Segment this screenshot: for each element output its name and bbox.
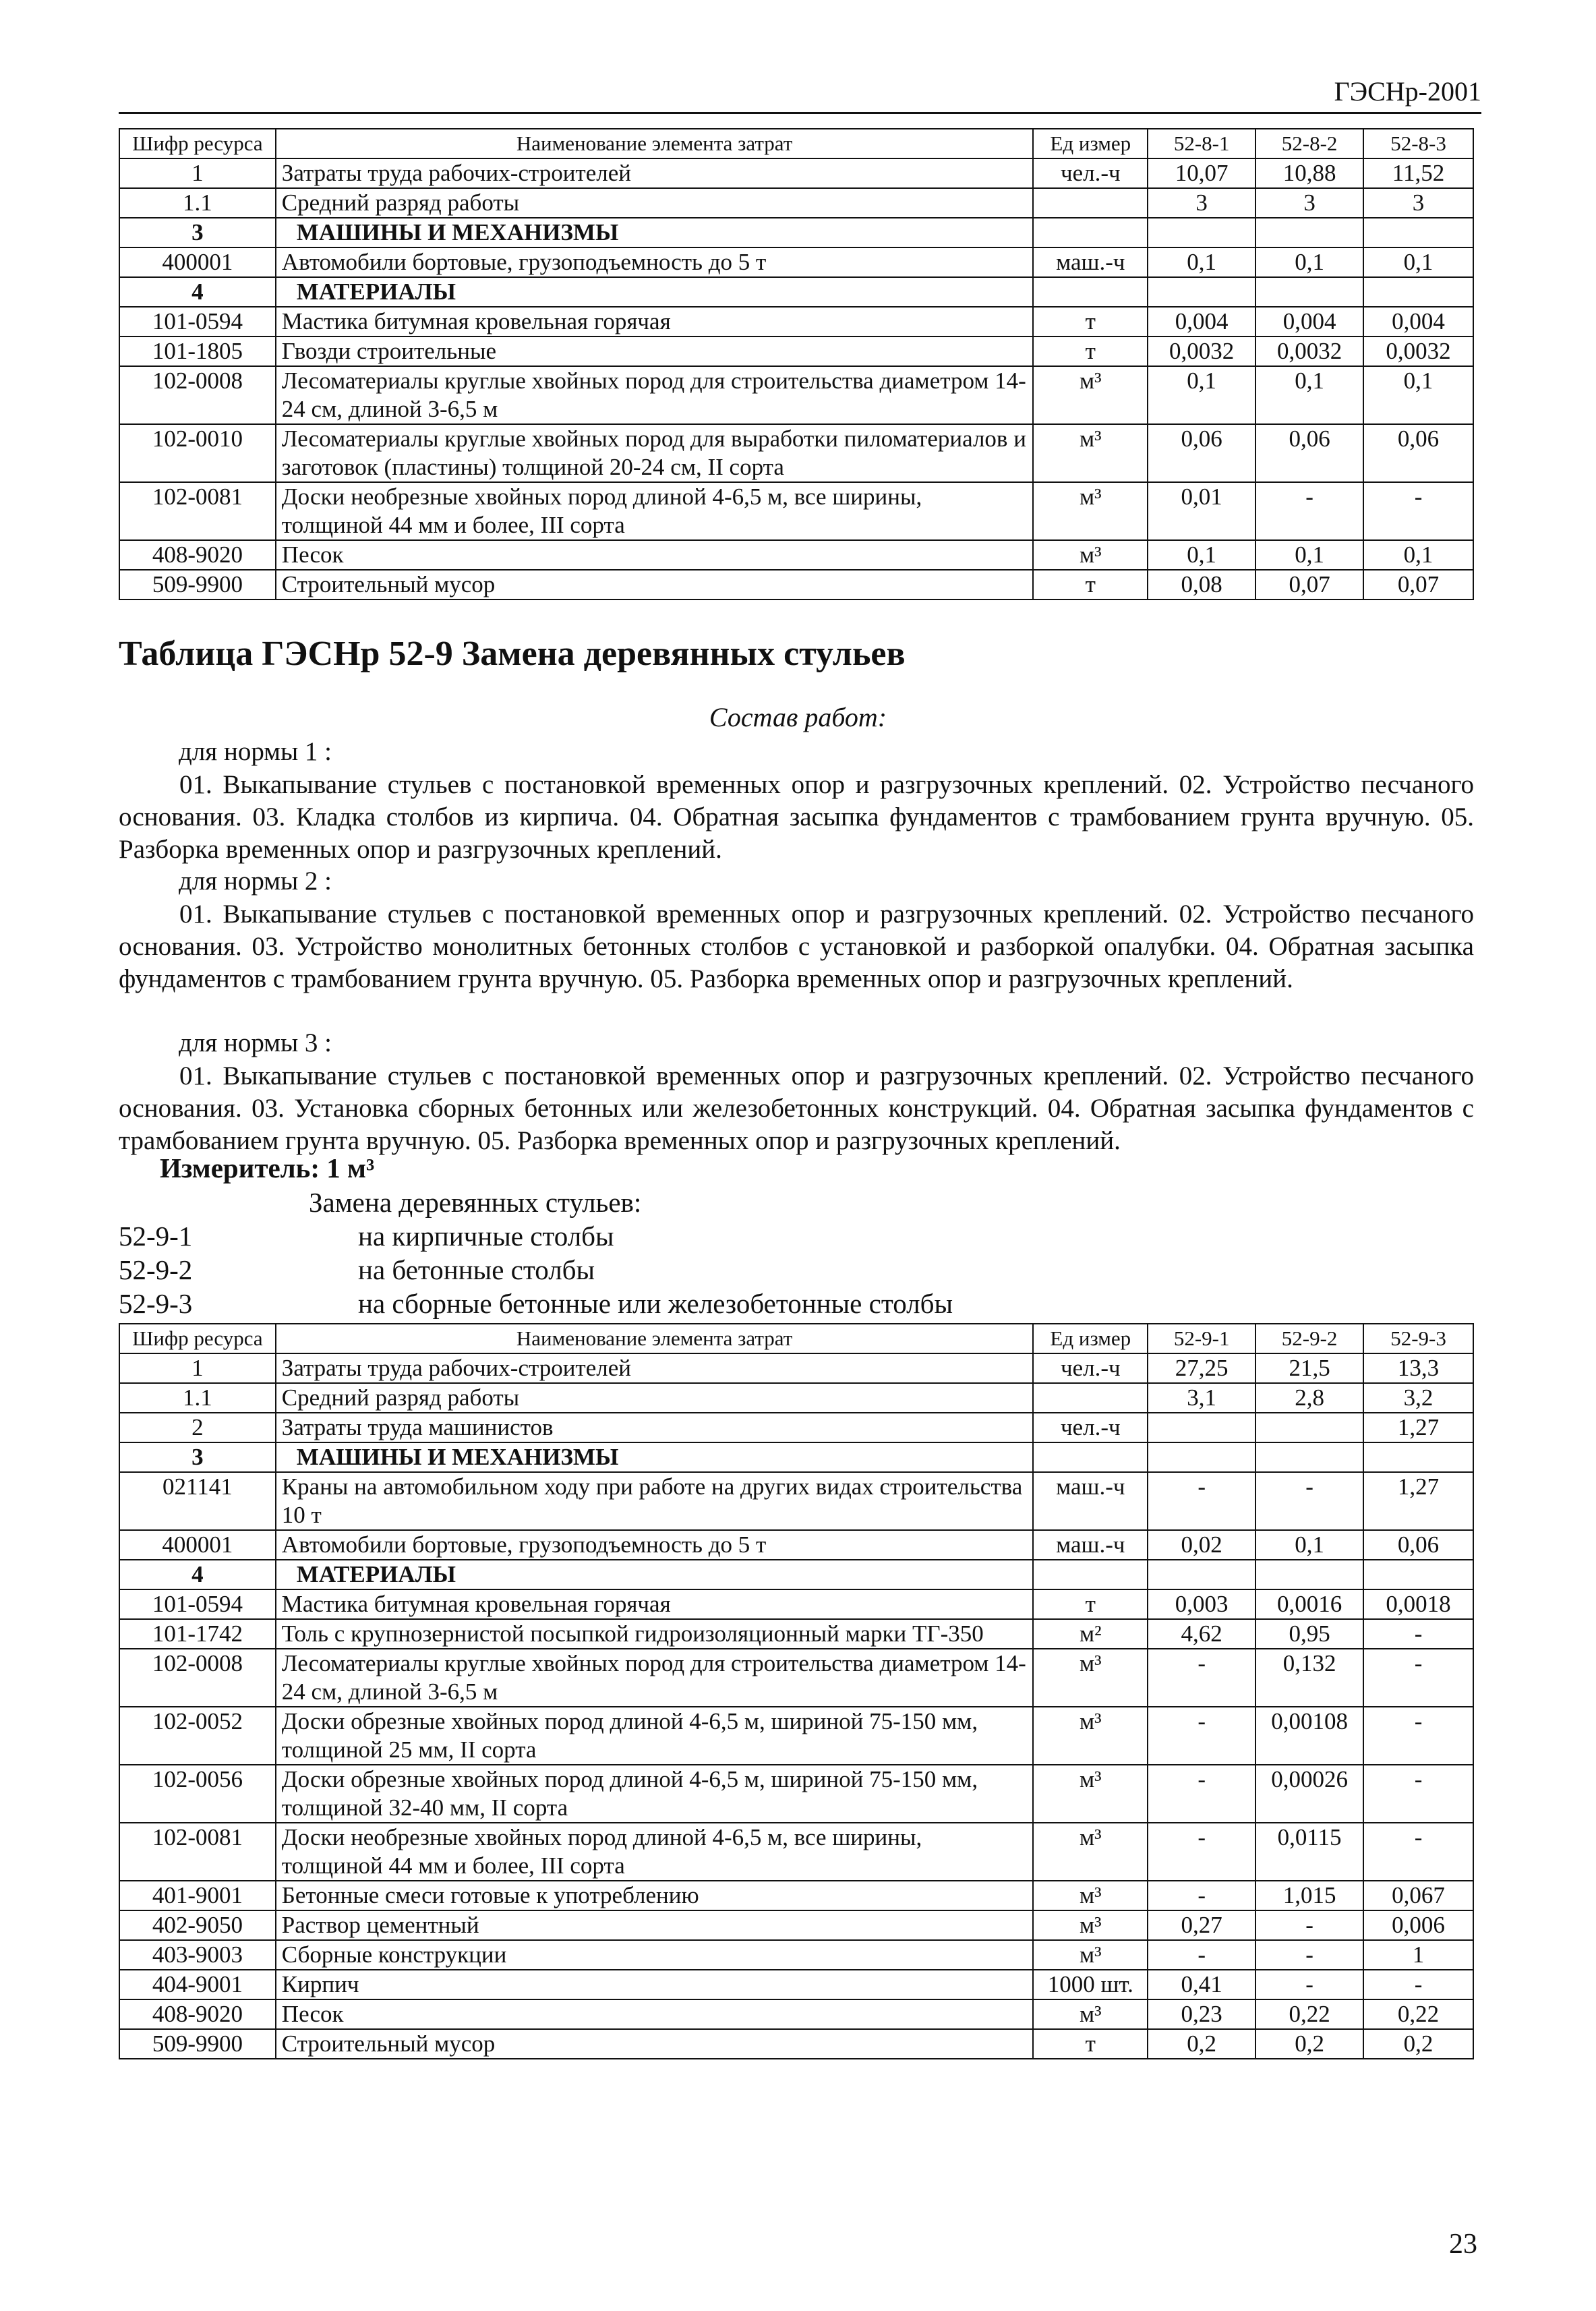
resource-code-cell: 400001 [119, 1530, 276, 1560]
value-cell: 0,0016 [1255, 1589, 1363, 1619]
variant-code: 52-9-3 [119, 1288, 193, 1319]
unit-cell: чел.-ч [1033, 1353, 1148, 1383]
value-cell: 0,132 [1255, 1649, 1363, 1707]
value-cell: 0,1 [1255, 1530, 1363, 1560]
table-row [119, 540, 1473, 570]
resource-name-cell: Затраты труда рабочих-строителей [276, 1353, 1034, 1383]
value-cell: - [1148, 1823, 1255, 1881]
unit-cell: м³ [1033, 482, 1148, 540]
value-cell: 0,22 [1363, 1999, 1473, 2029]
header-rule [119, 112, 1481, 114]
value-cell: 11,52 [1363, 158, 1473, 188]
resource-name-cell: Кирпич [276, 1970, 1034, 1999]
table-row [119, 1353, 1473, 1383]
value-cell: - [1255, 1910, 1363, 1940]
resource-name-cell: Затраты труда рабочих-строителей [276, 158, 1034, 188]
value-cell: 0,1 [1255, 366, 1363, 424]
resource-code-cell: 401-9001 [119, 1881, 276, 1910]
unit-cell: маш.-ч [1033, 1472, 1148, 1530]
value-cell: 0,2 [1255, 2029, 1363, 2059]
section-title: Таблица ГЭСНр 52-9 Замена деревянных стульев [119, 635, 906, 673]
resource-code-cell: 1.1 [119, 1383, 276, 1413]
value-cell: - [1148, 1765, 1255, 1823]
value-cell: 0,0018 [1363, 1589, 1473, 1619]
table-header-row [119, 1324, 1473, 1353]
page-number: 23 [1449, 2229, 1477, 2260]
resource-name-cell: Песок [276, 540, 1034, 570]
variant-code: 52-9-2 [119, 1254, 193, 1285]
unit-cell: маш.-ч [1033, 1530, 1148, 1560]
resource-code-cell: 404-9001 [119, 1970, 276, 1999]
resource-code-cell: 402-9050 [119, 1910, 276, 1940]
resource-code-cell: 4 [119, 1560, 276, 1589]
value-cell [1255, 277, 1363, 307]
unit-cell: т [1033, 337, 1148, 366]
value-cell [1363, 218, 1473, 247]
table-row [119, 1823, 1473, 1881]
variant-row [119, 1253, 953, 1287]
value-cell [1255, 1413, 1363, 1442]
table-row [119, 2029, 1473, 2059]
section-row [119, 1560, 1473, 1589]
resource-name-cell: МАТЕРИАЛЫ [276, 277, 1034, 307]
variant-text: на бетонные столбы [358, 1254, 595, 1285]
resource-name-cell: Доски обрезные хвойных пород длиной 4-6,5 м, шириной 75-150 мм, толщиной 32-40 мм, II сорта [276, 1765, 1034, 1823]
unit-cell [1033, 1560, 1148, 1589]
value-cell: 0,22 [1255, 1999, 1363, 2029]
value-cell [1363, 277, 1473, 307]
resource-name-cell: Краны на автомобильном ходу при работе на других видах строительства 10 т [276, 1472, 1034, 1530]
value-cell [1148, 218, 1255, 247]
table-row [119, 158, 1473, 188]
resource-name-cell: Толь с крупнозернистой посыпкой гидроизоляционный марки ТГ-350 [276, 1619, 1034, 1649]
col-norm-header: 52-8-2 [1255, 129, 1363, 158]
table-row [119, 1589, 1473, 1619]
resource-name-cell: Доски необрезные хвойных пород длиной 4-6,5 м, все ширины, толщиной 44 мм и более, III сорта [276, 1823, 1034, 1881]
norm2-label: для нормы 2 : [179, 867, 332, 896]
resource-code-cell: 102-0008 [119, 366, 276, 424]
value-cell: 0,1 [1255, 540, 1363, 570]
resource-name-cell: Мастика битумная кровельная горячая [276, 1589, 1034, 1619]
table-row [119, 1999, 1473, 2029]
unit-cell [1033, 218, 1148, 247]
value-cell: 0,01 [1148, 482, 1255, 540]
value-cell: 0,07 [1363, 570, 1473, 599]
value-cell: 0,003 [1148, 1589, 1255, 1619]
unit-cell: м³ [1033, 1940, 1148, 1970]
table-header-row [119, 129, 1473, 158]
table-row [119, 337, 1473, 366]
value-cell: 0,06 [1148, 424, 1255, 482]
table-row [119, 307, 1473, 337]
resource-name-cell: Автомобили бортовые, грузоподъемность до 5 т [276, 247, 1034, 277]
variant-code: 52-9-1 [119, 1221, 193, 1252]
resource-code-cell: 3 [119, 1442, 276, 1472]
resource-code-cell: 2 [119, 1413, 276, 1442]
unit-cell: 1000 шт. [1033, 1970, 1148, 1999]
variant-text: на сборные бетонные или железобетонные столбы [358, 1288, 953, 1319]
unit-cell [1033, 188, 1148, 218]
value-cell: 0,00108 [1255, 1707, 1363, 1765]
unit-cell: т [1033, 1589, 1148, 1619]
value-cell: 0,0032 [1148, 337, 1255, 366]
unit-cell [1033, 1442, 1148, 1472]
value-cell: 13,3 [1363, 1353, 1473, 1383]
value-cell: 10,88 [1255, 158, 1363, 188]
resource-table-52-8 [119, 128, 1474, 600]
value-cell: 0,06 [1363, 424, 1473, 482]
resource-name-cell: Лесоматериалы круглые хвойных пород для строительства диаметром 14-24 см, длиной 3-6,5 м [276, 1649, 1034, 1707]
value-cell: 0,06 [1363, 1530, 1473, 1560]
value-cell: 0,00026 [1255, 1765, 1363, 1823]
resource-name-cell: Сборные конструкции [276, 1940, 1034, 1970]
resource-name-cell: Лесоматериалы круглые хвойных пород для строительства диаметром 14-24 см, длиной 3-6,5 м [276, 366, 1034, 424]
unit-cell: м³ [1033, 366, 1148, 424]
value-cell: 0,1 [1363, 366, 1473, 424]
document-code: ГЭСНр-2001 [1334, 76, 1481, 107]
value-cell: 0,067 [1363, 1881, 1473, 1910]
value-cell: 21,5 [1255, 1353, 1363, 1383]
resource-code-cell: 101-1805 [119, 337, 276, 366]
unit-cell: м² [1033, 1619, 1148, 1649]
unit-cell: м³ [1033, 1649, 1148, 1707]
table-row [119, 570, 1473, 599]
resource-table-52-9 [119, 1323, 1474, 2059]
unit-cell: м³ [1033, 424, 1148, 482]
unit-cell: т [1033, 570, 1148, 599]
resource-code-cell: 400001 [119, 247, 276, 277]
table-row [119, 1765, 1473, 1823]
value-cell [1363, 1442, 1473, 1472]
value-cell: 3 [1255, 188, 1363, 218]
value-cell: 4,62 [1148, 1619, 1255, 1649]
resource-code-cell: 102-0081 [119, 482, 276, 540]
value-cell: 0,07 [1255, 570, 1363, 599]
value-cell: 0,0115 [1255, 1823, 1363, 1881]
value-cell: 0,06 [1255, 424, 1363, 482]
unit-cell: т [1033, 307, 1148, 337]
norm1-text: 01. Выкапывание стульев с постановкой временных опор и разгрузочных креплений. 02. Устройство песчаного основания. 03. Кладка столбов из кирпича. 04. Обратная засыпка фундаментов с трамбованием грунта вручную. 05. Разборка временных опор и разгрузочных креплений. [119, 770, 1474, 864]
resource-code-cell: 509-9900 [119, 570, 276, 599]
col-norm-header: 52-9-2 [1255, 1324, 1363, 1353]
value-cell [1148, 1442, 1255, 1472]
col-norm-header: 52-9-3 [1363, 1324, 1473, 1353]
table-row [119, 424, 1473, 482]
value-cell: - [1148, 1881, 1255, 1910]
resource-code-cell: 408-9020 [119, 540, 276, 570]
value-cell [1255, 1442, 1363, 1472]
unit-cell: маш.-ч [1033, 247, 1148, 277]
value-cell [1363, 1560, 1473, 1589]
value-cell [1148, 1560, 1255, 1589]
resource-code-cell: 4 [119, 277, 276, 307]
norm3-text: 01. Выкапывание стульев с постановкой временных опор и разгрузочных креплений. 02. Устройство песчаного основания. 03. Установка сборных бетонных или железобетонных конструкций. 04. Обратная засыпка фундаментов с трамбованием грунта вручную. 05. Разборка временных опор и разгрузочных креплений. [119, 1061, 1474, 1155]
table-row [119, 1619, 1473, 1649]
col-norm-header: 52-9-1 [1148, 1324, 1255, 1353]
value-cell: - [1148, 1707, 1255, 1765]
value-cell: 0,1 [1363, 540, 1473, 570]
col-unit-header: Ед измер [1033, 129, 1148, 158]
value-cell: - [1255, 1940, 1363, 1970]
unit-cell: чел.-ч [1033, 158, 1148, 188]
value-cell: 0,1 [1255, 247, 1363, 277]
table-row [119, 1413, 1473, 1442]
composition-label: Состав работ: [709, 702, 887, 732]
section-row [119, 277, 1473, 307]
table-row [119, 1910, 1473, 1940]
value-cell: 0,08 [1148, 570, 1255, 599]
value-cell: 0,004 [1255, 307, 1363, 337]
value-cell: - [1363, 1619, 1473, 1649]
table-row [119, 1649, 1473, 1707]
value-cell: - [1363, 1707, 1473, 1765]
value-cell [1148, 1413, 1255, 1442]
resource-name-cell: МАШИНЫ И МЕХАНИЗМЫ [276, 218, 1034, 247]
resource-name-cell: Средний разряд работы [276, 188, 1034, 218]
section-row [119, 218, 1473, 247]
resource-name-cell: Автомобили бортовые, грузоподъемность до 5 т [276, 1530, 1034, 1560]
value-cell: 0,41 [1148, 1970, 1255, 1999]
value-cell: 10,07 [1148, 158, 1255, 188]
unit-cell: м³ [1033, 1881, 1148, 1910]
value-cell: 27,25 [1148, 1353, 1255, 1383]
value-cell: 0,1 [1363, 247, 1473, 277]
table-row [119, 482, 1473, 540]
resource-code-cell: 101-0594 [119, 307, 276, 337]
unit-cell: м³ [1033, 1999, 1148, 2029]
unit-cell: т [1033, 2029, 1148, 2059]
resource-code-cell: 102-0056 [119, 1765, 276, 1823]
table-row [119, 1940, 1473, 1970]
table-row [119, 188, 1473, 218]
section-row [119, 1442, 1473, 1472]
unit-cell: м³ [1033, 540, 1148, 570]
unit-cell: м³ [1033, 1823, 1148, 1881]
value-cell: 0,02 [1148, 1530, 1255, 1560]
resource-name-cell: Доски необрезные хвойных пород длиной 4-6,5 м, все ширины, толщиной 44 мм и более, III сорта [276, 482, 1034, 540]
value-cell: 0,004 [1148, 307, 1255, 337]
col-name-header: Наименование элемента затрат [276, 129, 1034, 158]
value-cell: - [1255, 1472, 1363, 1530]
resource-code-cell: 102-0010 [119, 424, 276, 482]
value-cell: 1 [1363, 1940, 1473, 1970]
value-cell: - [1148, 1940, 1255, 1970]
value-cell: - [1363, 1970, 1473, 1999]
unit-cell: м³ [1033, 1765, 1148, 1823]
resource-code-cell: 1.1 [119, 188, 276, 218]
unit-cell: м³ [1033, 1707, 1148, 1765]
unit-cell [1033, 277, 1148, 307]
col-code-header: Шифр ресурса [119, 129, 276, 158]
resource-name-cell: Раствор цементный [276, 1910, 1034, 1940]
value-cell: 0,2 [1148, 2029, 1255, 2059]
value-cell [1255, 218, 1363, 247]
variant-text: на кирпичные столбы [358, 1221, 614, 1252]
resource-name-cell: Бетонные смеси готовые к употреблению [276, 1881, 1034, 1910]
norm1-label: для нормы 1 : [179, 737, 332, 766]
value-cell: 1,27 [1363, 1413, 1473, 1442]
resource-code-cell: 1 [119, 1353, 276, 1383]
col-norm-header: 52-8-3 [1363, 129, 1473, 158]
resource-name-cell: Строительный мусор [276, 570, 1034, 599]
value-cell: - [1363, 1823, 1473, 1881]
value-cell: 0,006 [1363, 1910, 1473, 1940]
col-code-header: Шифр ресурса [119, 1324, 276, 1353]
norm2-text: 01. Выкапывание стульев с постановкой временных опор и разгрузочных креплений. 02. Устройство песчаного основания. 03. Устройство монолитных бетонных столбов с установкой и разборкой опалубки. 04. Обратная засыпка фундаментов с трамбованием грунта вручную. 05. Разборка временных опор и разгрузочных креплений. [119, 900, 1474, 993]
value-cell: 2,8 [1255, 1383, 1363, 1413]
col-name-header: Наименование элемента затрат [276, 1324, 1034, 1353]
table-row [119, 1970, 1473, 1999]
value-cell: 3,1 [1148, 1383, 1255, 1413]
value-cell: 0,1 [1148, 366, 1255, 424]
value-cell: - [1148, 1649, 1255, 1707]
value-cell: 0,27 [1148, 1910, 1255, 1940]
unit-cell: чел.-ч [1033, 1413, 1148, 1442]
value-cell: 0,95 [1255, 1619, 1363, 1649]
value-cell: - [1363, 1649, 1473, 1707]
resource-code-cell: 102-0052 [119, 1707, 276, 1765]
resource-code-cell: 102-0008 [119, 1649, 276, 1707]
table-row [119, 1707, 1473, 1765]
variants-heading: Замена деревянных стульев: [309, 1187, 642, 1218]
unit-cell [1033, 1383, 1148, 1413]
value-cell: 3 [1363, 188, 1473, 218]
resource-code-cell: 102-0081 [119, 1823, 276, 1881]
table-row [119, 1383, 1473, 1413]
value-cell: 1,27 [1363, 1472, 1473, 1530]
value-cell: 1,015 [1255, 1881, 1363, 1910]
table-row [119, 1530, 1473, 1560]
value-cell: 0,0032 [1255, 337, 1363, 366]
value-cell: - [1148, 1472, 1255, 1530]
value-cell: - [1255, 482, 1363, 540]
resource-name-cell: МАШИНЫ И МЕХАНИЗМЫ [276, 1442, 1034, 1472]
value-cell [1255, 1560, 1363, 1589]
resource-code-cell: 403-9003 [119, 1940, 276, 1970]
value-cell: - [1255, 1970, 1363, 1999]
table-row [119, 1881, 1473, 1910]
resource-name-cell: Средний разряд работы [276, 1383, 1034, 1413]
resource-code-cell: 021141 [119, 1472, 276, 1530]
resource-name-cell: Строительный мусор [276, 2029, 1034, 2059]
resource-code-cell: 101-1742 [119, 1619, 276, 1649]
resource-name-cell: Затраты труда машинистов [276, 1413, 1034, 1442]
value-cell [1148, 277, 1255, 307]
resource-code-cell: 509-9900 [119, 2029, 276, 2059]
resource-name-cell: Доски обрезные хвойных пород длиной 4-6,5 м, шириной 75-150 мм, толщиной 25 мм, II сорта [276, 1707, 1034, 1765]
resource-code-cell: 3 [119, 218, 276, 247]
value-cell: 0,1 [1148, 247, 1255, 277]
value-cell: 0,23 [1148, 1999, 1255, 2029]
unit-cell: м³ [1033, 1910, 1148, 1940]
resource-name-cell: Лесоматериалы круглые хвойных пород для выработки пиломатериалов и заготовок (пластины) толщиной 20-24 см, II сорта [276, 424, 1034, 482]
variant-row [119, 1287, 953, 1320]
value-cell: - [1363, 482, 1473, 540]
col-norm-header: 52-8-1 [1148, 129, 1255, 158]
value-cell: 0,2 [1363, 2029, 1473, 2059]
value-cell: 3,2 [1363, 1383, 1473, 1413]
value-cell: 0,1 [1148, 540, 1255, 570]
resource-name-cell: Гвозди строительные [276, 337, 1034, 366]
variant-row [119, 1219, 953, 1253]
value-cell: 0,0032 [1363, 337, 1473, 366]
resource-name-cell: МАТЕРИАЛЫ [276, 1560, 1034, 1589]
value-cell: 0,004 [1363, 307, 1473, 337]
value-cell: 3 [1148, 188, 1255, 218]
resource-name-cell: Песок [276, 1999, 1034, 2029]
resource-code-cell: 101-0594 [119, 1589, 276, 1619]
table-row [119, 1472, 1473, 1530]
measure-unit: Измеритель: 1 м³ [160, 1152, 375, 1183]
resource-code-cell: 408-9020 [119, 1999, 276, 2029]
table-row [119, 366, 1473, 424]
table-row [119, 247, 1473, 277]
col-unit-header: Ед измер [1033, 1324, 1148, 1353]
norm3-label: для нормы 3 : [179, 1028, 332, 1057]
value-cell: - [1363, 1765, 1473, 1823]
resource-code-cell: 1 [119, 158, 276, 188]
resource-name-cell: Мастика битумная кровельная горячая [276, 307, 1034, 337]
norm-variants [119, 1186, 953, 1320]
